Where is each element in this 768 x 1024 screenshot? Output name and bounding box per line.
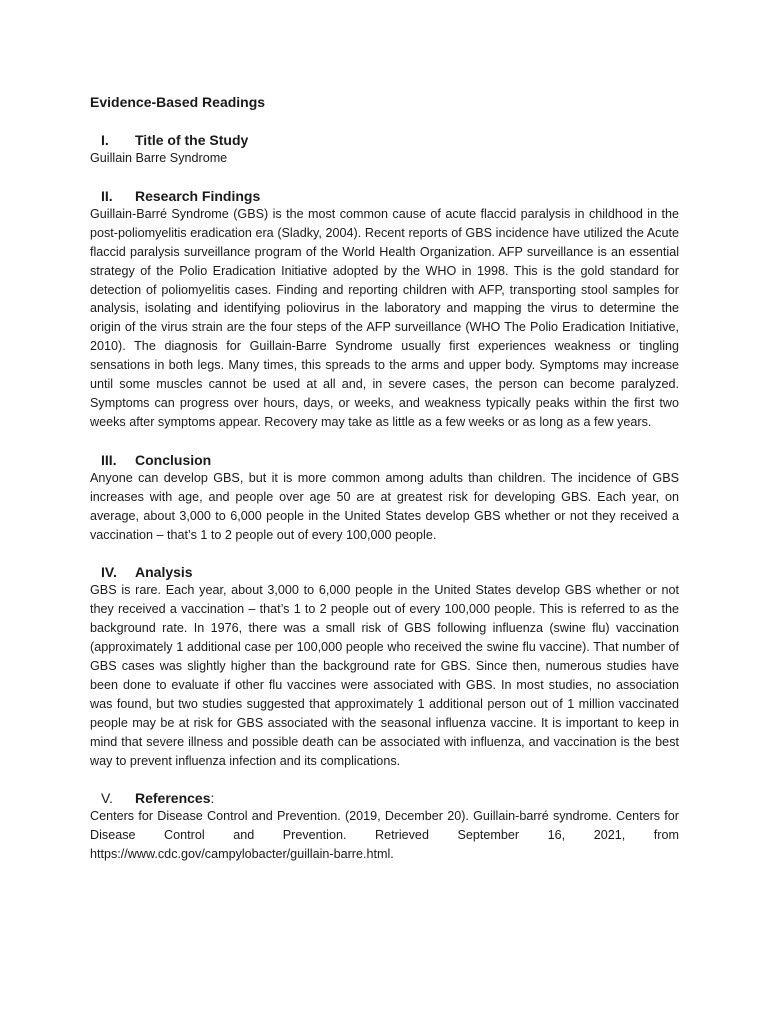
- section-numeral: III.: [101, 451, 117, 468]
- section-heading-text: Conclusion: [135, 451, 212, 468]
- section-heading-label: References: [135, 790, 211, 807]
- section-heading-text: Research Findings: [135, 187, 261, 204]
- section-numeral: I.: [101, 132, 109, 148]
- section-heading-text: [135, 789, 214, 807]
- section-numeral: V.: [101, 790, 113, 807]
- document-title: Evidence-Based Readings: [90, 94, 266, 110]
- section-heading: [90, 451, 679, 469]
- section-body: Guillain Barre Syndrome: [90, 151, 228, 165]
- section-heading: [90, 563, 679, 581]
- section-body: Anyone can develop GBS, but it is more common among adults than children. The incidence of GBS increases with age, and people over age 50 are at greatest risk for developing GBS. Each year, on average, about 3,000 to 6,000 people in the United States develop GBS whether or not they received a vaccination – that’s 1 to 2 people out of every 100,000 people.: [90, 470, 679, 542]
- document-page: [90, 92, 679, 883]
- section-numeral: II.: [101, 187, 113, 204]
- section-conclusion: [90, 451, 679, 545]
- section-heading-colon: :: [210, 790, 215, 807]
- section-body: GBS is rare. Each year, about 3,000 to 6,000 people in the United States develop GBS whether or not they received a vaccination – that’s 1 to 2 people out of every 100,000 people. This is referred to as the background rate. In 1976, there was a small risk of GBS following influenza (swine flu) vaccination (approximately 1 additional case per 100,000 people who received the swine flu vaccine). That number of GBS cases was slightly higher than the background rate for GBS. Since then, numerous studies have been done to evaluate if other flu vaccines were associated with GBS. In most studies, no association was found, but two studies suggested that approximately 1 additional person out of 1 million vaccinated people may be at risk for GBS associated with the seasonal influenza vaccine. It is important to keep in mind that severe illness and possible death can be associated with influenza, and vaccination is the best way to prevent influenza infection and its complications.: [90, 583, 679, 768]
- section-heading-text: Title of the Study: [135, 132, 249, 148]
- section-references: [90, 789, 679, 864]
- reference-entry: Centers for Disease Control and Prevention. (2019, December 20). Guillain-barré syndrome. Centers for Disease Control and Prevention. Retrieved September 16, 2021, from https://www.cdc.gov/campylobacter/guillain-barre.html.: [90, 809, 679, 862]
- section-research-findings: [90, 187, 679, 432]
- section-analysis: [90, 563, 679, 770]
- section-numeral: IV.: [101, 564, 117, 581]
- section-heading: [90, 789, 679, 807]
- section-heading: [90, 131, 679, 149]
- section-heading-text: Analysis: [135, 564, 193, 581]
- section-heading: [90, 187, 679, 205]
- section-title-of-study: [90, 131, 679, 168]
- section-body: Guillain-Barré Syndrome (GBS) is the most common cause of acute flaccid paralysis in childhood in the post-poliomyelitis eradication era (Sladky, 2004). Recent reports of GBS incidence have utilized the Acute flaccid paralysis surveillance program of the World Health Organization. AFP surveillance is an essential strategy of the Polio Eradication Initiative adopted by the WHO in 1998. This is the gold standard for detection of poliomyelitis cases. Finding and reporting children with AFP, transporting stool samples for analysis, isolating and identifying poliovirus in the laboratory and mapping the virus to determine the origin of the virus strain are the four steps of the AFP surveillance (WHO The Polio Eradication Initiative, 2010). The diagnosis for Guillain-Barre Syndrome usually first experiences weakness or tingling sensations in both legs. Many times, this spreads to the arms and upper body. Symptoms may increase until some muscles cannot be used at all and, in severe cases, the person can become paralyzed. Symptoms can progress over hours, days, or weeks, and weakness typically peaks within the first two weeks after symptoms appear. Recovery may take as little as a few weeks or as long as a few years.: [90, 206, 679, 429]
